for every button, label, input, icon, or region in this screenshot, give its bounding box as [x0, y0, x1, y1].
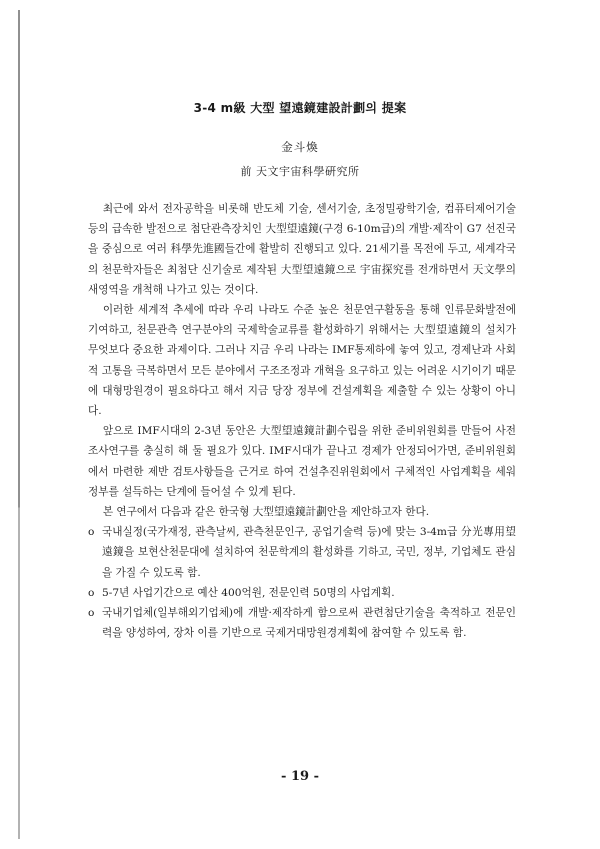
proposal-item-text: 5-7년 사업기간으로 예산 400억원, 전문인력 50명의 사업계획.: [102, 586, 395, 599]
paragraph-intro: 최근에 와서 전자공학을 비롯해 반도체 기술, 센서기술, 초정밀광학기술, 컴퓨터제어기술 등의 급속한 발전으로 첨단관측장치인 大型望遠鏡(구경 6-10m급)의 개발·제작이 G7 선진국을 중심으로 여러 科學先進國들간에 활발히 진행되고 있다. 21세기를 목전에 두고, 세계각국의 천문학자들은 최첨단 신기술로 제작된 大型望遠鏡으로 宇宙探究를 전개하면서 天文學의 새영역을 개척해 나가고 있는 것이다.: [88, 203, 516, 296]
bullet-marker-icon: o: [88, 586, 95, 599]
scan-edge-line: [18, 10, 20, 839]
author-name: 金斗煥: [281, 140, 319, 154]
proposal-list: [88, 522, 516, 643]
proposal-item: [88, 522, 516, 583]
paper-body: [88, 199, 516, 643]
bullet-marker-icon: o: [88, 526, 95, 539]
page-number: - 19 -: [281, 769, 319, 784]
bullet-marker-icon: o: [88, 607, 95, 620]
proposal-item-text: 국내실정(국가재정, 관측날씨, 관측천문인구, 공업기술력 등)에 맞는 3-4m급 分光專用望遠鏡을 보현산천문대에 설치하여 천문학계의 활성화를 기하고, 국민, 정부, 기업체도 관심을 가질 수 있도록 함.: [102, 526, 516, 579]
paragraph-plan: 앞으로 IMF시대의 2-3년 동안은 大型望遠鏡計劃수립을 위한 준비위원회를 만들어 사전조사연구를 충실히 해 둘 필요가 있다. IMF시대가 끝나고 경제가 안정되어가면, 준비위원회에서 마련한 제반 검토사항들을 근거로 하여 건설추진위원회에서 구체적인 사업계획을 세워 정부를 설득하는 단계에 들어설 수 있게 된다.: [88, 425, 516, 498]
paper-title: 3-4 m級 大型 望遠鏡建設計劃의 提案: [193, 101, 407, 115]
paragraph-proposal-lead: 본 연구에서 다음과 같은 한국형 大型望遠鏡計劃안을 제안하고자 한다.: [102, 506, 430, 519]
proposal-item: [88, 603, 516, 643]
paragraph-trend: 이러한 세계적 추세에 따라 우리 나라도 수준 높은 천문연구활동을 통해 인류문화발전에 기여하고, 천문관측 연구분야의 국제학술교류를 활성화하기 위해서는 大型望遠鏡의 설치가 무엇보다 중요한 과제이다. 그러나 지금 우리 나라는 IMF통제하에 놓여 있고, 경제난과 사회적 고통을 극복하면서 모든 분야에서 구조조정과 개혁을 요구하고 있는 어려운 시기이기 때문에 대형망원경이 필요하다고 해서 지금 당장 정부에 건설계획을 제출할 수 있는 상황이 아니다.: [88, 304, 516, 418]
proposal-item-text: 국내기업체(일부해외기업체)에 개발·제작하게 함으로써 관련첨단기술을 축적하고 전문인력을 양성하여, 장차 이를 기반으로 국제거대망원경계획에 참여할 수 있도록 함.: [102, 607, 516, 640]
author-affiliation: 前 天文宇宙科學硏究所: [240, 165, 360, 178]
proposal-item: [88, 583, 516, 603]
